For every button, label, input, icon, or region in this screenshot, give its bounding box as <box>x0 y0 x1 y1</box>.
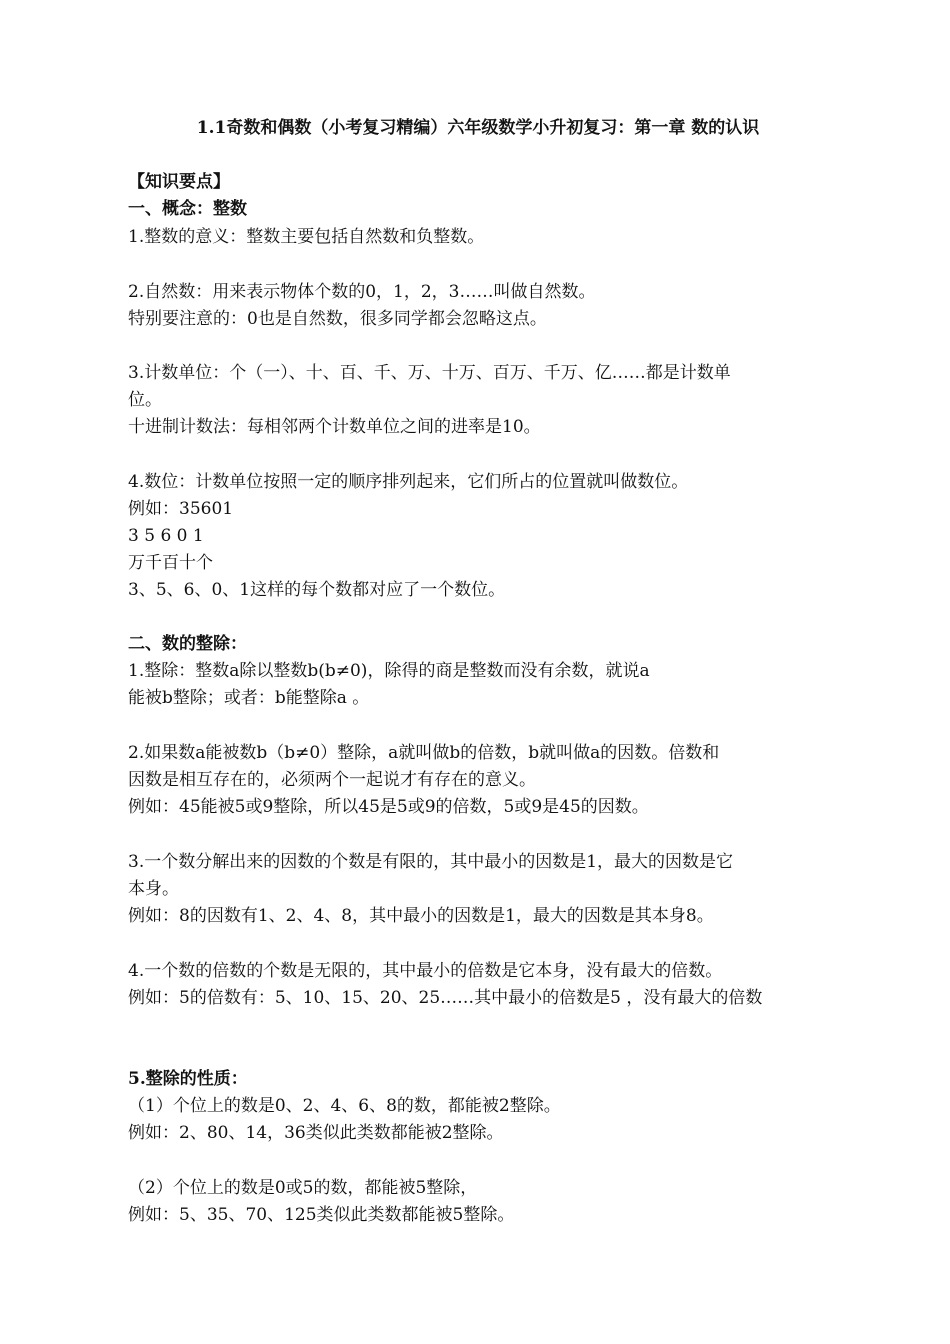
section2-item3-line1: 3.一个数分解出来的因数的个数是有限的，其中最小的因数是1，最大的因数是它 <box>128 852 734 872</box>
section1-item3-line2: 位。 <box>128 390 162 410</box>
section1-item1: 1.整数的意义：整数主要包括自然数和负整数。 <box>128 227 485 247</box>
section2-item3-line2: 本身。 <box>128 879 179 899</box>
section2-item1-line1: 1.整除：整数a除以整数b(b≠0)，除得的商是整数而没有余数，就说a <box>128 661 650 681</box>
section2-item2-line3: 例如：45能被5或9整除，所以45是5或9的倍数，5或9是45的因数。 <box>128 797 649 817</box>
section1-item4-line2: 例如：35601 <box>128 499 234 519</box>
section1-item2-line1: 2.自然数：用来表示物体个数的0，1，2，3……叫做自然数。 <box>128 282 596 302</box>
section2-heading: 二、数的整除： <box>128 634 247 654</box>
section2-item5-p1-line2: 例如：2、80、14，36类似此类数都能被2整除。 <box>128 1123 504 1143</box>
section2-item1-line2: 能被b整除；或者：b能整除a 。 <box>128 688 370 708</box>
section2-item3-line3: 例如：8的因数有1、2、4、8，其中最小的因数是1，最大的因数是其本身8。 <box>128 906 714 926</box>
section2-item5-p2-line2: 例如：5、35、70、125类似此类数都能被5整除。 <box>128 1205 515 1225</box>
section1-item2-line2: 特别要注意的：0也是自然数，很多同学都会忽略这点。 <box>128 309 547 329</box>
section2-item5-heading: 5.整除的性质： <box>128 1069 248 1089</box>
knowledge-heading: 【知识要点】 <box>128 172 230 192</box>
section2-item5-p2-line1: （2）个位上的数是0或5的数，都能被5整除， <box>128 1178 478 1198</box>
section2-item2-line2: 因数是相互存在的，必须两个一起说才有存在的意义。 <box>128 770 536 790</box>
section2-item5-p1-line1: （1）个位上的数是0、2、4、6、8的数，都能被2整除。 <box>128 1096 561 1116</box>
section1-item3-line3: 十进制计数法：每相邻两个计数单位之间的进率是10。 <box>128 417 541 437</box>
section1-item4-line3: 3 5 6 0 1 <box>128 526 204 546</box>
page-title: 1.1奇数和偶数（小考复习精编）六年级数学小升初复习：第一章 数的认识 <box>196 118 760 138</box>
section1-item4-line4: 万千百十个 <box>128 553 213 573</box>
section1-heading: 一、概念：整数 <box>128 199 247 219</box>
section1-item4-line1: 4.数位：计数单位按照一定的顺序排列起来，它们所占的位置就叫做数位。 <box>128 472 689 492</box>
section2-item4-line1: 4.一个数的倍数的个数是无限的，其中最小的倍数是它本身，没有最大的倍数。 <box>128 961 723 981</box>
section1-item4-line5: 3、5、6、0、1这样的每个数都对应了一个数位。 <box>128 580 506 600</box>
section1-item3-line1: 3.计数单位：个（一）、十、百、千、万、十万、百万、千万、亿……都是计数单 <box>128 363 731 383</box>
section2-item4-line2: 例如：5的倍数有：5、10、15、20、25……其中最小的倍数是5 ，没有最大的倍数 <box>128 988 763 1008</box>
section2-item2-line1: 2.如果数a能被数b（b≠0）整除，a就叫做b的倍数，b就叫做a的因数。倍数和 <box>128 743 720 763</box>
